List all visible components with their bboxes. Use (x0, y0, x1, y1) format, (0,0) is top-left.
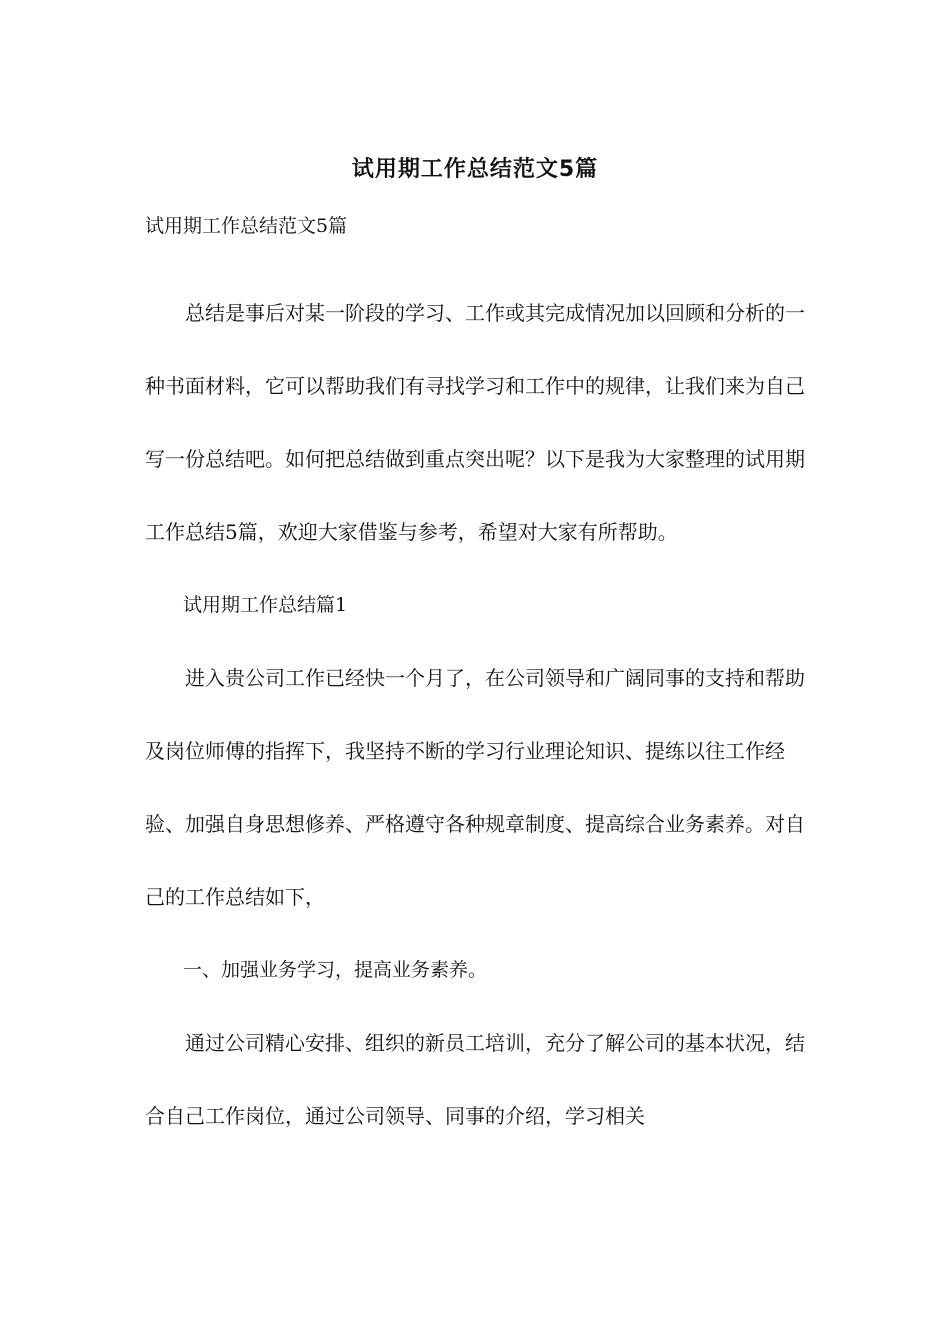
article-1-paragraph-1: 进入贵公司工作已经快一个月了，在公司领导和广阔同事的支持和帮助及岗位师傅的指挥下，我坚持不断的学习行业理论知识、提练以往工作经验、加强自身思想修养、严格遵守各种规章制度、提高综合业务素养。对自己的工作总结如下， (145, 666, 805, 909)
article-1-paragraph-2: 通过公司精心安排、组织的新员工培训，充分了解公司的基本状况，结合自己工作岗位，通过公司领导、同事的介绍，学习相关 (145, 1031, 805, 1128)
section-heading-article-1: 试用期工作总结篇1 (183, 594, 348, 616)
document-body (145, 204, 810, 1153)
document-subtitle: 试用期工作总结范文5篇 (145, 215, 348, 237)
document-title: 试用期工作总结范文5篇 (351, 157, 599, 182)
subsection-heading-1: 一、加强业务学习，提高业务素养。 (183, 959, 488, 981)
intro-paragraph: 总结是事后对某一阶段的学习、工作或其完成情况加以回顾和分析的一种书面材料，它可以帮助我们有寻找学习和工作中的规律，让我们来为自己写一份总结吧。如何把总结做到重点突出呢？以下是我为大家整理的试用期工作总结5篇，欢迎大家借鉴与参考，希望对大家有所帮助。 (145, 301, 805, 544)
